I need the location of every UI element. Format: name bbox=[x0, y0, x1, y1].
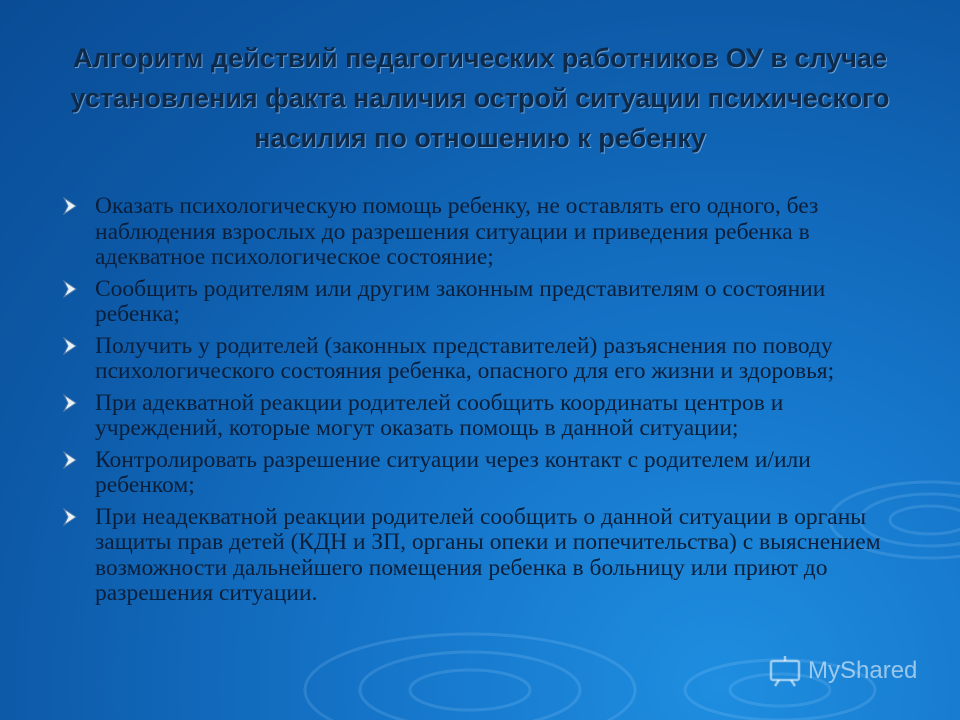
arrow-bullet-icon bbox=[62, 280, 78, 298]
bullet-item bbox=[62, 391, 912, 442]
bullet-item bbox=[62, 334, 912, 385]
bullet-list bbox=[62, 194, 912, 613]
arrow-bullet-icon bbox=[62, 394, 78, 412]
bullet-item bbox=[62, 277, 912, 328]
bullet-item bbox=[62, 505, 912, 607]
arrow-bullet-icon bbox=[62, 508, 78, 526]
bullet-text: Сообщить родителям или другим законным представителям о состоянии ребенка; bbox=[95, 275, 826, 327]
arrow-bullet-icon bbox=[62, 197, 78, 215]
myshared-watermark[interactable] bbox=[768, 654, 917, 688]
bullet-text: Оказать психологическую помощь ребенку, не оставлять его одного, без наблюдения взрослых до разрешения ситуации и приведения ребенка в адекватное психологическое состояние; bbox=[95, 193, 819, 270]
arrow-bullet-icon bbox=[62, 337, 78, 355]
bullet-text: Контролировать разрешение ситуации через контакт с родителем и/или ребенком; bbox=[95, 446, 811, 498]
arrow-bullet-icon bbox=[62, 451, 78, 469]
bullet-item bbox=[62, 448, 912, 499]
bullet-item bbox=[62, 194, 912, 271]
slide-title: Алгоритм действий педагогических работников ОУ в случае установления факта наличия острой ситуации психического насилия по отношению к ребенку bbox=[70, 43, 890, 153]
presentation-board-icon bbox=[768, 654, 802, 688]
watermark-text: MyShared bbox=[808, 657, 918, 684]
bullet-text: При адекватной реакции родителей сообщить координаты центров и учреждений, которые могут оказать помощь в данной ситуации; bbox=[95, 389, 784, 441]
bullet-text: Получить у родителей (законных представителей) разъяснения по поводу психологического состояния ребенка, опасного для его жизни и здоровья; bbox=[95, 332, 835, 384]
bullet-text: При неадекватной реакции родителей сообщить о данной ситуации в органы защиты прав детей (КДН и ЗП, органы опеки и попечительства) с выяснением возможности дальнейшего помещения ребенка в больницу или приют до разрешения ситуации. bbox=[95, 503, 881, 606]
